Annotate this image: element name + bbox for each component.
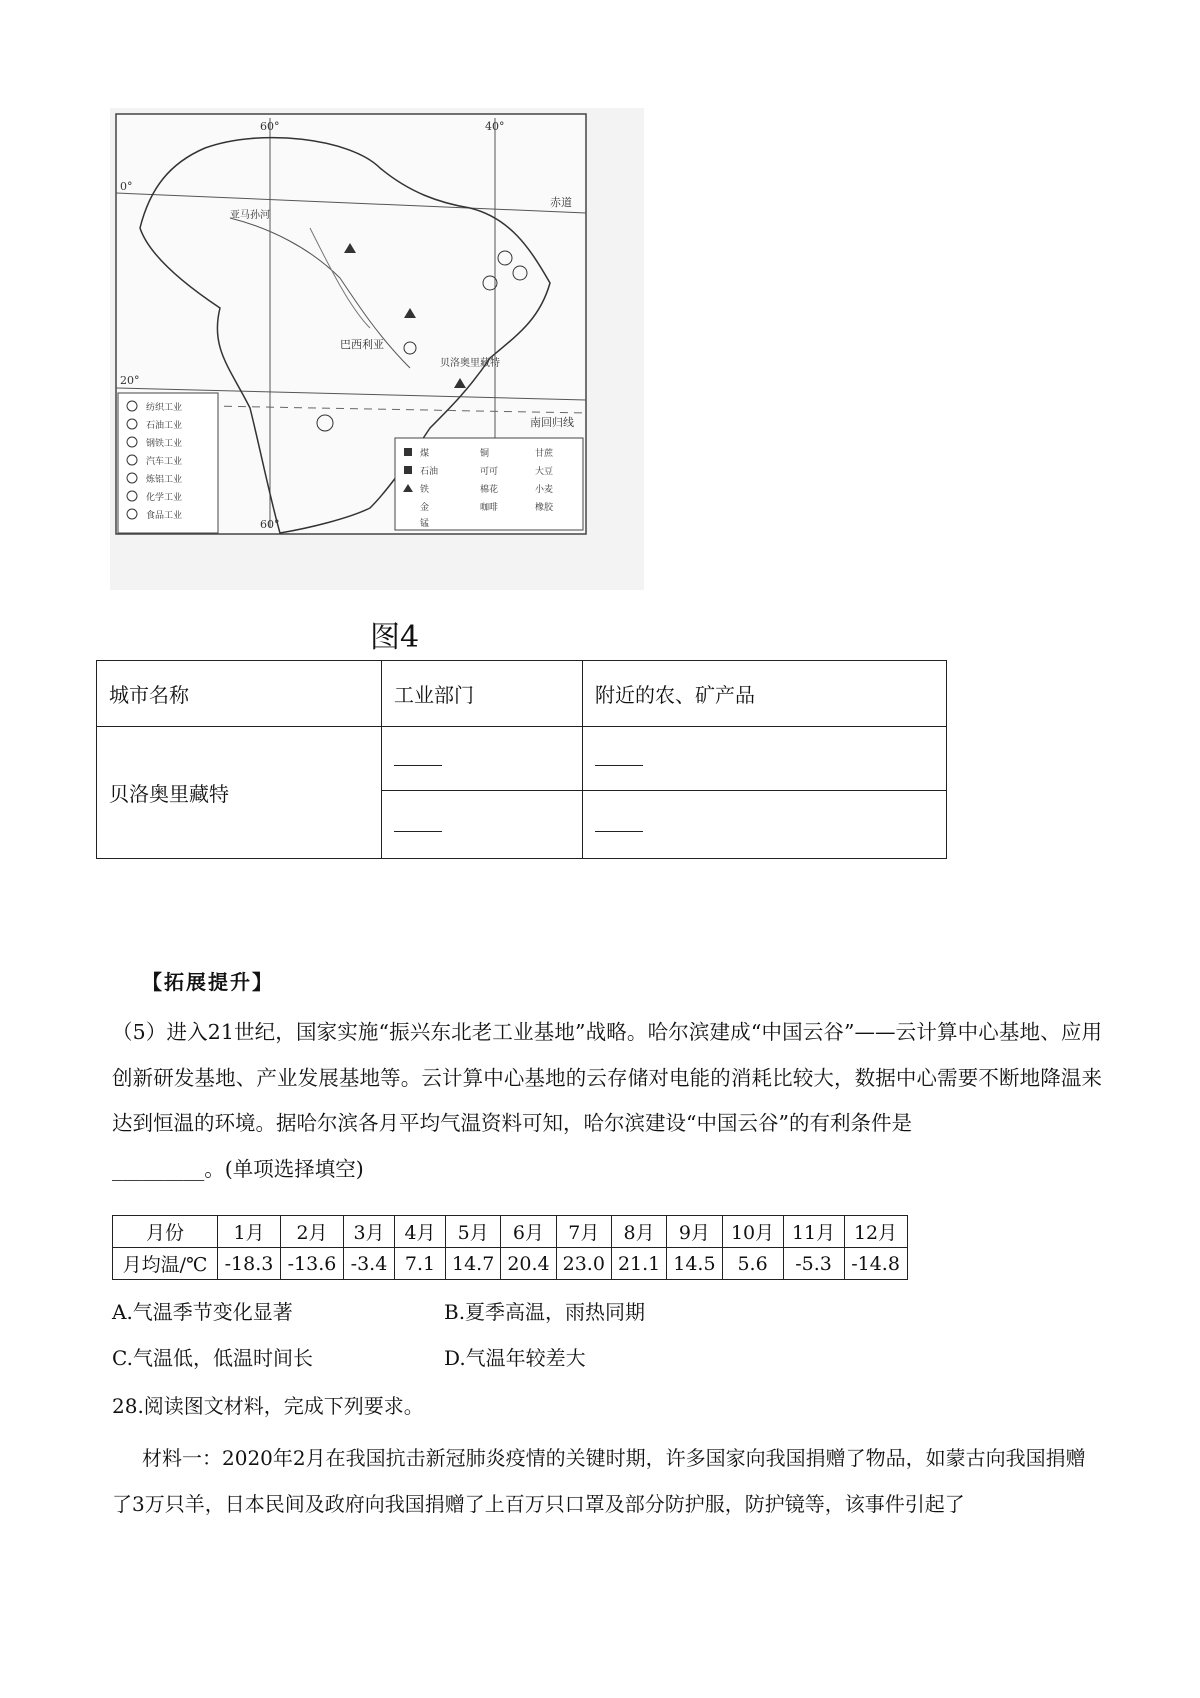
svg-text:40°: 40° [485, 120, 505, 133]
svg-text:铁: 铁 [420, 485, 430, 495]
temp-cell: 7.1 [395, 1248, 446, 1280]
svg-text:炼铝工业: 炼铝工业 [146, 475, 183, 485]
svg-text:石油工业: 石油工业 [146, 421, 183, 431]
month-cell: 9月 [667, 1216, 722, 1248]
month-cell: 5月 [446, 1216, 501, 1248]
answer-blank[interactable] [382, 791, 583, 859]
svg-text:亚马孙河: 亚马孙河 [230, 210, 270, 221]
svg-text:化学工业: 化学工业 [146, 493, 183, 503]
temp-cell: 21.1 [611, 1248, 666, 1280]
svg-text:赤道: 赤道 [550, 196, 572, 209]
svg-text:60°: 60° [260, 120, 280, 133]
month-cell: 4月 [395, 1216, 446, 1248]
svg-text:南回归线: 南回归线 [530, 416, 574, 429]
temp-cell: 23.0 [556, 1248, 611, 1280]
svg-text:煤: 煤 [420, 449, 430, 459]
option-d[interactable]: D.气温年较差大 [444, 1346, 586, 1370]
svg-text:贝洛奥里藏特: 贝洛奥里藏特 [440, 358, 500, 369]
svg-text:食品工业: 食品工业 [146, 511, 183, 521]
svg-text:铜: 铜 [480, 449, 490, 459]
month-cell: 10月 [722, 1216, 783, 1248]
svg-text:0°: 0° [120, 180, 133, 193]
option-b[interactable]: B.夏季高温，雨热同期 [444, 1300, 646, 1324]
svg-text:棉花: 棉花 [480, 485, 499, 495]
month-cell: 6月 [501, 1216, 556, 1248]
svg-text:钢铁工业: 钢铁工业 [146, 439, 183, 449]
section-title: 【拓展提升】 [142, 970, 274, 994]
month-cell: 12月 [844, 1216, 907, 1248]
answer-blank[interactable] [583, 791, 947, 859]
temp-cell: 14.7 [446, 1248, 501, 1280]
svg-text:可可: 可可 [480, 467, 499, 477]
month-cell: 1月 [218, 1216, 281, 1248]
temp-cell: -18.3 [218, 1248, 281, 1280]
question-28: 28.阅读图文材料，完成下列要求。 [112, 1394, 424, 1418]
table-header: 附近的农、矿产品 [583, 661, 947, 727]
svg-text:巴西利亚: 巴西利亚 [340, 338, 384, 351]
temp-cell: -5.3 [783, 1248, 844, 1280]
table-header: 工业部门 [382, 661, 583, 727]
svg-text:20°: 20° [120, 374, 140, 387]
svg-text:甘蔗: 甘蔗 [535, 449, 554, 459]
month-cell: 3月 [344, 1216, 395, 1248]
temperature-table [112, 1215, 908, 1280]
temp-cell: 5.6 [722, 1248, 783, 1280]
figure-caption: 图4 [370, 620, 420, 655]
material-1: 材料一：2020年2月在我国抗击新冠肺炎疫情的关键时期，许多国家向我国捐赠了物品，如蒙古向我国捐赠了3万只羊，日本民间及政府向我国捐赠了上百万只口罩及部分防护服，防护镜等，该事件引起了 [112, 1446, 1086, 1516]
month-cell: 2月 [281, 1216, 344, 1248]
temp-cell: 20.4 [501, 1248, 556, 1280]
svg-text:石油: 石油 [420, 467, 439, 477]
svg-text:咖啡: 咖啡 [480, 503, 499, 513]
city-industry-table [96, 660, 947, 859]
temp-cell: -3.4 [344, 1248, 395, 1280]
option-c[interactable]: C.气温低，低温时间长 [112, 1346, 313, 1370]
svg-text:小麦: 小麦 [535, 485, 554, 495]
option-a[interactable]: A.气温季节变化显著 [112, 1300, 293, 1324]
svg-text:大豆: 大豆 [535, 467, 554, 477]
temp-cell: -13.6 [281, 1248, 344, 1280]
temp-cell: -14.8 [844, 1248, 907, 1280]
map-svg [110, 108, 644, 590]
temp-cell: 14.5 [667, 1248, 722, 1280]
svg-text:橡胶: 橡胶 [535, 503, 554, 513]
brazil-map-figure [110, 108, 644, 590]
svg-text:金: 金 [420, 503, 430, 513]
answer-blank[interactable] [382, 727, 583, 791]
row-label: 月份 [113, 1216, 218, 1248]
svg-text:纺织工业: 纺织工业 [146, 403, 183, 413]
svg-text:汽车工业: 汽车工业 [146, 457, 183, 467]
answer-blank[interactable]: _________ [112, 1156, 205, 1181]
table-header: 城市名称 [97, 661, 382, 727]
svg-text:60°: 60° [260, 518, 280, 531]
month-cell: 11月 [783, 1216, 844, 1248]
month-cell: 8月 [611, 1216, 666, 1248]
month-cell: 7月 [556, 1216, 611, 1248]
svg-text:锰: 锰 [420, 519, 430, 529]
row-label: 月均温/℃ [113, 1248, 218, 1280]
answer-blank[interactable] [583, 727, 947, 791]
city-name-cell: 贝洛奥里藏特 [97, 727, 382, 859]
question-5: （5）进入21世纪，国家实施“振兴东北老工业基地”战略。哈尔滨建成“中国云谷”——云计算中心基地、应用创新研发基地、产业发展基地等。云计算中心基地的云存储对电能的消耗比较大，数据中心需要不断地降温来达到恒温的环境。据哈尔滨各月平均气温资料可知，哈尔滨建设“中国云谷”的有利条件是 _________。(单项选择填空) [112, 1020, 1102, 1181]
